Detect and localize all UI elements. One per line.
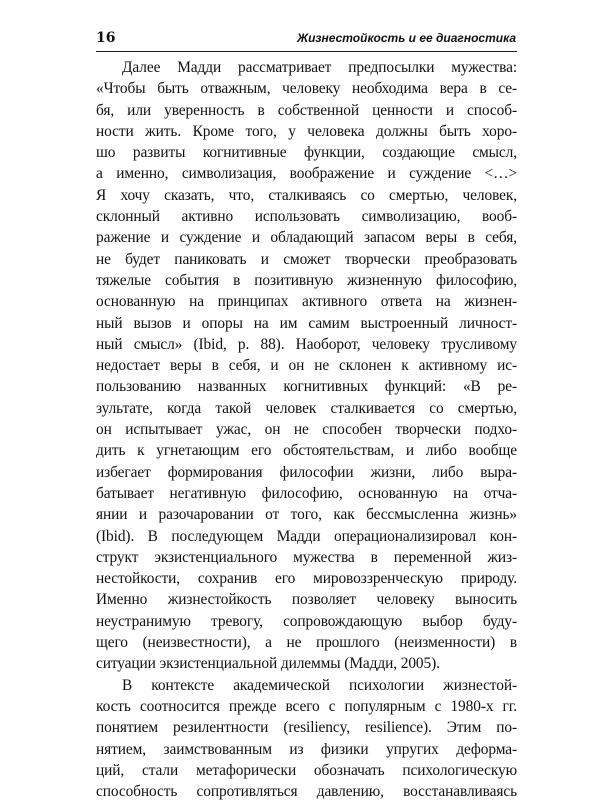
text-line: В контексте академической психологии жизнестой- xyxy=(122,676,517,694)
text-line: нятием, заимствованным из физики упругих деформа- xyxy=(96,740,517,758)
text-line: зультате, когда такой человек сталкивается со смертью, xyxy=(96,399,517,417)
text-line: Далее Мадди рассматривает предпосылки мужества: xyxy=(122,59,517,76)
page-number: 16 xyxy=(96,30,116,46)
text-line: ный смысл» (Ibid, p. 88). Наоборот, человеку трусливому xyxy=(96,335,517,353)
text-line: не будет паниковать и сможет творчески преобразовать xyxy=(96,250,517,268)
text-line: ций, стали метафорически обозначать психологическую xyxy=(96,761,517,779)
text-line: ный вызов и опоры на им самим выстроенный личност- xyxy=(96,314,517,332)
text-line: Я хочу сказать, что, сталкиваясь со смертью, человек, xyxy=(96,186,517,204)
text-line: кость соотносится прежде всего с популярным с 1980-х гг. xyxy=(96,697,517,715)
text-line: избегает формирования философии жизни, либо выра- xyxy=(96,463,517,481)
text-line: янии и разочаровании от того, как бессмысленна жизнь» xyxy=(96,506,517,524)
text-line: ности жить. Кроме того, у человека должны быть хоро- xyxy=(96,122,517,140)
body-text xyxy=(96,57,517,802)
text-line: основанную на принципах активного ответа на жизнен- xyxy=(96,293,517,311)
header-rule xyxy=(96,51,517,52)
text-line: неустранимую тревогу, сопровождающую выбор буду- xyxy=(96,612,517,630)
text-line: ражение и суждение и обладающий запасом веры в себя, xyxy=(96,229,517,247)
text-line: тяжелые события в позитивную жизненную философию, xyxy=(96,271,517,289)
text-line: недостает веры в себя, и он не склонен к активному ис- xyxy=(96,357,517,375)
text-line: понятием резилентности (resiliency, resilience). Этим по- xyxy=(96,719,517,737)
text-line: батывает негативную философию, основанную на отча- xyxy=(96,484,517,502)
text-line: способность сопротивляться давлению, восстанавливаясь xyxy=(96,783,517,801)
text-line: склонный активно использовать символизацию, вооб- xyxy=(96,208,517,226)
text-line: пользованию названных когнитивных функций: «В ре- xyxy=(96,378,517,396)
text-line: щего (неизвестности), а не прошлого (неизменности) в xyxy=(96,634,517,652)
text-line: а именно, символизация, воображение и суждение <…> xyxy=(96,165,517,183)
running-title: Жизнестойкость и ее диагностика xyxy=(296,31,516,45)
text-line: дить к угнетающим его обстоятельствам, и либо вообще xyxy=(96,442,517,460)
text-line: шо развиты когнитивные функции, создающие смысл, xyxy=(96,144,517,162)
text-line: он испытывает ужас, он не способен творчески подхо- xyxy=(96,421,517,439)
text-line: бя, или уверенность в собственной ценности и способ- xyxy=(96,101,517,119)
text-line: ситуации экзистенциальной дилеммы (Мадди, 2005). xyxy=(96,655,440,673)
text-line: структ экзистенциального мужества в переменной жиз- xyxy=(96,548,517,566)
running-head xyxy=(96,28,516,50)
text-line: (Ibid). В последующем Мадди операционализировал кон- xyxy=(96,527,517,545)
text-line: нестойкости, сохранив его мировоззренческую природу. xyxy=(96,570,517,588)
text-line: Именно жизнестойкость позволяет человеку выносить xyxy=(96,591,517,609)
text-line: «Чтобы быть отважным, человеку необходима вера в се- xyxy=(96,80,517,98)
